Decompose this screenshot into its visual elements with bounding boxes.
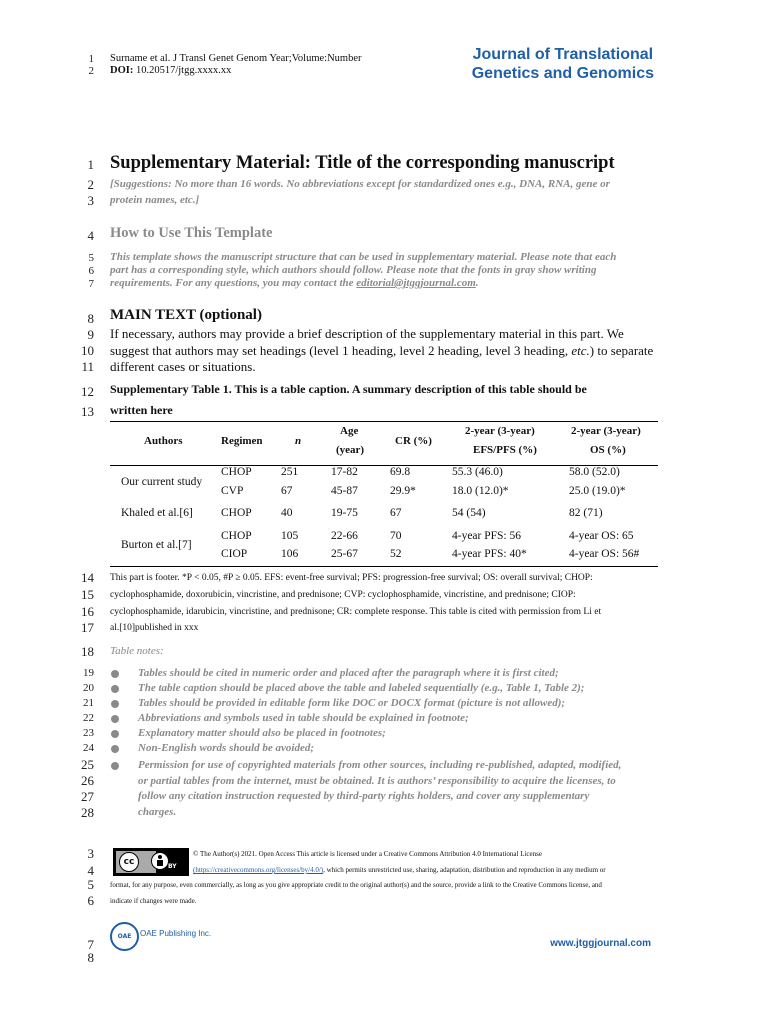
- doi-value: 10.20517/jtgg.xxxx.xx: [135, 65, 232, 76]
- table-footer: al.[10]published in xxx: [110, 623, 199, 633]
- table-header-row: [110, 422, 658, 465]
- line-number: 5: [88, 252, 94, 264]
- license-text-part: , which permits unrestricted use, sharing, adaptation, distribution and reproduction in any medium or: [323, 866, 606, 874]
- table-notes-heading: Table notes:: [110, 645, 164, 657]
- bullet-icon: [111, 670, 119, 678]
- table-cell: CVP: [221, 485, 244, 497]
- line-number: 11: [81, 359, 94, 374]
- line-number: 24: [83, 742, 94, 754]
- note-item: Non-English words should be avoided;: [138, 742, 315, 754]
- note-item: Explanatory matter should also be placed in footnotes;: [138, 727, 386, 739]
- table-cell: 29.9*: [390, 485, 416, 497]
- main-heading: MAIN TEXT (optional): [110, 307, 262, 323]
- table-cell: 69.8: [390, 466, 411, 478]
- license-line-number: 6: [87, 893, 94, 908]
- line-number: 27: [81, 789, 94, 804]
- table-cell: 4-year OS: 56#: [569, 548, 640, 560]
- line-number: 22: [83, 712, 94, 724]
- table-cell: 17-82: [331, 466, 358, 478]
- col-header-age: Age: [340, 425, 359, 437]
- line-number: 14: [81, 570, 94, 585]
- col-header-age-unit: (year): [336, 444, 365, 456]
- line-number: 15: [81, 587, 94, 602]
- table-cell: 19-75: [331, 507, 358, 519]
- table-footer: cyclophosphamide, doxorubicin, vincristine, and prednisone; CVP: cyclophosphamide, vincristine, and prednisone; CIOP:: [110, 590, 576, 600]
- table-cell: 40: [281, 507, 293, 519]
- how-to-text: requirements. For any questions, you may contact the: [110, 277, 357, 289]
- line-number: 1: [87, 157, 94, 172]
- note-item: Tables should be cited in numeric order and placed after the paragraph where it is first cited;: [138, 667, 559, 679]
- line-number: 2: [87, 177, 94, 192]
- by-label: BY: [168, 863, 177, 870]
- bottom-line-number: 7: [87, 937, 94, 952]
- table-cell: 106: [281, 548, 299, 560]
- line-number: 3: [87, 193, 94, 208]
- line-number: 8: [87, 311, 94, 326]
- col-header-os-sub: OS (%): [590, 444, 626, 456]
- line-number: 28: [81, 805, 94, 820]
- license-text: indicate if changes were made.: [110, 897, 197, 905]
- table-cell: 22-66: [331, 530, 358, 542]
- license-line-number: 4: [87, 863, 94, 878]
- how-to-text-contact: [110, 277, 479, 289]
- table-cell: 4-year OS: 65: [569, 530, 634, 542]
- cc-by-badge: [113, 848, 189, 876]
- table-cell: 52: [390, 548, 402, 560]
- license-text: © The Author(s) 2021. Open Access This article is licensed under a Creative Commons Attribution 4.0 International License: [193, 850, 542, 858]
- table-cell: 105: [281, 530, 299, 542]
- table-cell: 45-87: [331, 485, 358, 497]
- line-number: 19: [83, 667, 94, 679]
- line-number: 10: [81, 343, 94, 358]
- line-number: 12: [81, 384, 94, 399]
- table-cell-author: Our current study: [121, 476, 203, 488]
- line-number: 4: [87, 228, 94, 243]
- table-cell: CHOP: [221, 530, 252, 542]
- header-doi: [110, 65, 231, 77]
- table-cell: 251: [281, 466, 299, 478]
- line-number: 17: [81, 620, 94, 635]
- bullet-icon: [111, 685, 119, 693]
- col-header-authors: Authors: [144, 435, 183, 447]
- table-cell: 67: [281, 485, 293, 497]
- table-caption: Supplementary Table 1. This is a table caption. A summary description of this table should be: [110, 382, 587, 396]
- main-text: If necessary, authors may provide a brief description of the supplementary material in this part. We: [110, 326, 624, 341]
- bullet-icon: [111, 745, 119, 753]
- table-cell: 54 (54): [452, 507, 486, 519]
- table-cell: 70: [390, 530, 402, 542]
- note-item: Permission for use of copyrighted materials from other sources, including re-published, adapted, modified,: [138, 759, 622, 771]
- license-line-number: 5: [87, 877, 94, 892]
- line-number: 20: [83, 682, 94, 694]
- bullet-icon: [111, 700, 119, 708]
- table-cell: 25.0 (19.0)*: [569, 485, 626, 497]
- page-title: Supplementary Material: Title of the corresponding manuscript: [110, 153, 615, 173]
- line-number: 13: [81, 404, 94, 419]
- publisher-logo-icon: OAE: [110, 922, 139, 951]
- table-cell: CHOP: [221, 507, 252, 519]
- header-line-number: 1: [88, 53, 94, 65]
- line-number: 23: [83, 727, 94, 739]
- etc-text: etc.: [571, 343, 590, 358]
- main-text-part: suggest that authors may set headings (level 1 heading, level 2 heading, level 3 heading,: [110, 343, 572, 358]
- journal-name-line2: Genetics and Genomics: [471, 65, 654, 82]
- table-cell-author: Khaled et al.[6]: [121, 507, 193, 519]
- line-number: 18: [81, 644, 94, 659]
- col-header-regimen: Regimen: [221, 435, 263, 447]
- how-to-text: This template shows the manuscript structure that can be used in supplementary material. Please note that each: [110, 251, 617, 263]
- header-citation: [110, 53, 362, 65]
- cc-icon: cc: [119, 852, 139, 872]
- table-cell: 67: [390, 507, 402, 519]
- table-caption-cont: written here: [110, 403, 173, 417]
- table-cell-author: Burton et al.[7]: [121, 539, 192, 551]
- bottom-line-number: 8: [87, 950, 94, 965]
- publisher-name: OAE Publishing Inc.: [140, 929, 212, 938]
- line-number: 6: [88, 265, 94, 277]
- table-footer: This part is footer. *P < 0.05, #P ≥ 0.05. EFS: event-free survival; PFS: progression-free survival; OS: overall survival; CHOP:: [110, 573, 593, 583]
- note-item: charges.: [138, 806, 177, 818]
- how-to-heading: How to Use This Template: [110, 225, 273, 241]
- doi-label: DOI:: [110, 65, 134, 76]
- note-item: Tables should be provided in editable form like DOC or DOCX format (picture is not allowed);: [138, 697, 566, 709]
- bullet-icon: [111, 762, 119, 770]
- line-number: 7: [88, 278, 94, 290]
- journal-name-line1: Journal of Translational: [472, 46, 654, 63]
- table-cell: 25-67: [331, 548, 358, 560]
- table-cell: 4-year PFS: 40*: [452, 548, 527, 560]
- table-cell: 55.3 (46.0): [452, 466, 503, 478]
- main-text: different cases or situations.: [110, 359, 256, 374]
- col-header-cr: CR (%): [395, 435, 432, 447]
- main-text: [110, 342, 653, 359]
- table-footer: cyclophosphamide, idarubicin, vincristine, and prednisone; CR: complete response. This table is cited with permission from Li et: [110, 607, 602, 617]
- table-bottom-rule: [110, 566, 658, 567]
- journal-website-link[interactable]: www.jtggjournal.com: [550, 938, 651, 949]
- editorial-email-link[interactable]: editorial@jtggjournal.com: [356, 277, 476, 289]
- table-cell: 58.0 (52.0): [569, 466, 620, 478]
- person-icon: [151, 852, 169, 870]
- line-number: 21: [83, 697, 94, 709]
- note-item: follow any citation instruction requested by third-party rights holders, and cover any supplementary: [138, 790, 590, 802]
- header-line-number: 2: [88, 65, 94, 77]
- col-header-efs: 2-year (3-year): [465, 425, 535, 437]
- note-item: The table caption should be placed above the table and labeled sequentially (e.g., Table 1, Table 2);: [138, 682, 585, 694]
- citation-text: Surname et al. J Transl Genet Genom Year;Volume:Number: [110, 53, 362, 64]
- license-url-link[interactable]: (https://creativecommons.org/licenses/by/4.0/): [193, 866, 324, 874]
- note-item: or partial tables from the internet, must be obtained. It is authors’ responsibility to acquire the licenses, to: [138, 775, 616, 787]
- table-cell: CHOP: [221, 466, 252, 478]
- note-item: Abbreviations and symbols used in table should be explained in footnote;: [138, 712, 469, 724]
- col-header-n: n: [295, 435, 302, 447]
- line-number: 16: [81, 604, 94, 619]
- line-number: 25: [81, 757, 94, 772]
- license-text: format, for any purpose, even commercially, as long as you give appropriate credit to the original author(s) and the source, provide a link to the Creative Commons license, and: [110, 881, 602, 889]
- how-to-text: part has a corresponding style, which authors should follow. Please note that the fonts in gray show writing: [110, 264, 597, 276]
- table-cell: 4-year PFS: 56: [452, 530, 521, 542]
- table-cell: 82 (71): [569, 507, 603, 519]
- line-number: 9: [87, 327, 94, 342]
- col-header-efs-sub: EFS/PFS (%): [473, 444, 537, 456]
- table-cell: CIOP: [221, 548, 248, 560]
- table-cell: 18.0 (12.0)*: [452, 485, 509, 497]
- bullet-icon: [111, 715, 119, 723]
- license-text: [193, 866, 658, 875]
- title-suggestions-cont: protein names, etc.]: [110, 194, 200, 206]
- license-line-number: 3: [87, 846, 94, 861]
- col-header-os: 2-year (3-year): [571, 425, 641, 437]
- title-suggestions: [Suggestions: No more than 16 words. No abbreviations except for standardized ones e.g., DNA, RNA, gene or: [110, 178, 610, 190]
- period: .: [475, 277, 479, 289]
- journal-name: [472, 45, 654, 83]
- line-number: 26: [81, 773, 94, 788]
- main-text-part: ) to separate: [589, 343, 654, 358]
- bullet-icon: [111, 730, 119, 738]
